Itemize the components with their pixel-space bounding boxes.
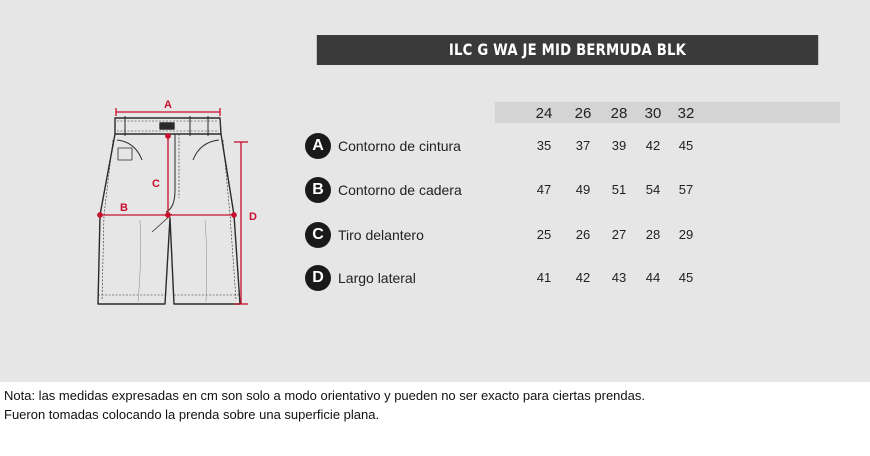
note-line-2: Fueron tomadas colocando la prenda sobre una superficie plana. [4,407,380,422]
measurement-label: Tiro delantero [338,227,424,243]
measurement-value: 41 [536,270,552,285]
measurement-value: 29 [678,227,694,242]
dimension-b-label: B [120,202,128,214]
size-column-header: 26 [574,105,592,122]
product-title: ILC G WA JE MID BERMUDA BLK [317,35,818,65]
measurement-value: 51 [611,182,627,197]
measurement-letter-badge: C [305,222,331,248]
dimension-c-label: C [152,178,160,190]
measurement-letter-badge: A [305,133,331,159]
note-line-1: Nota: las medidas expresadas en cm son solo a modo orientativo y pueden no ser exacto para ciertas prendas. [4,388,645,403]
measurement-label: Contorno de cintura [338,138,461,154]
dimension-d-label: D [249,211,257,223]
measurement-label: Contorno de cadera [338,182,462,198]
measurement-letter-badge: D [305,265,331,291]
measurement-label: Largo lateral [338,270,416,286]
size-column-header: 30 [644,105,662,122]
measurement-value: 25 [536,227,552,242]
measurement-value: 39 [611,138,627,153]
size-column-header: 32 [677,105,695,122]
measurement-value: 42 [575,270,591,285]
measurement-value: 47 [536,182,552,197]
measurement-value: 28 [645,227,661,242]
dimension-a-label: A [164,99,172,111]
size-column-header: 24 [535,105,553,122]
measurement-value: 27 [611,227,627,242]
measurement-value: 42 [645,138,661,153]
measurement-value: 37 [575,138,591,153]
measurement-value: 57 [678,182,694,197]
measurement-value: 43 [611,270,627,285]
bermuda-shorts-diagram [80,90,280,320]
measurement-value: 45 [678,138,694,153]
size-column-header: 28 [610,105,628,122]
measurement-value: 44 [645,270,661,285]
measurement-value: 45 [678,270,694,285]
measurement-value: 26 [575,227,591,242]
measurement-value: 35 [536,138,552,153]
measurement-letter-badge: B [305,177,331,203]
measurement-value: 49 [575,182,591,197]
measurement-value: 54 [645,182,661,197]
